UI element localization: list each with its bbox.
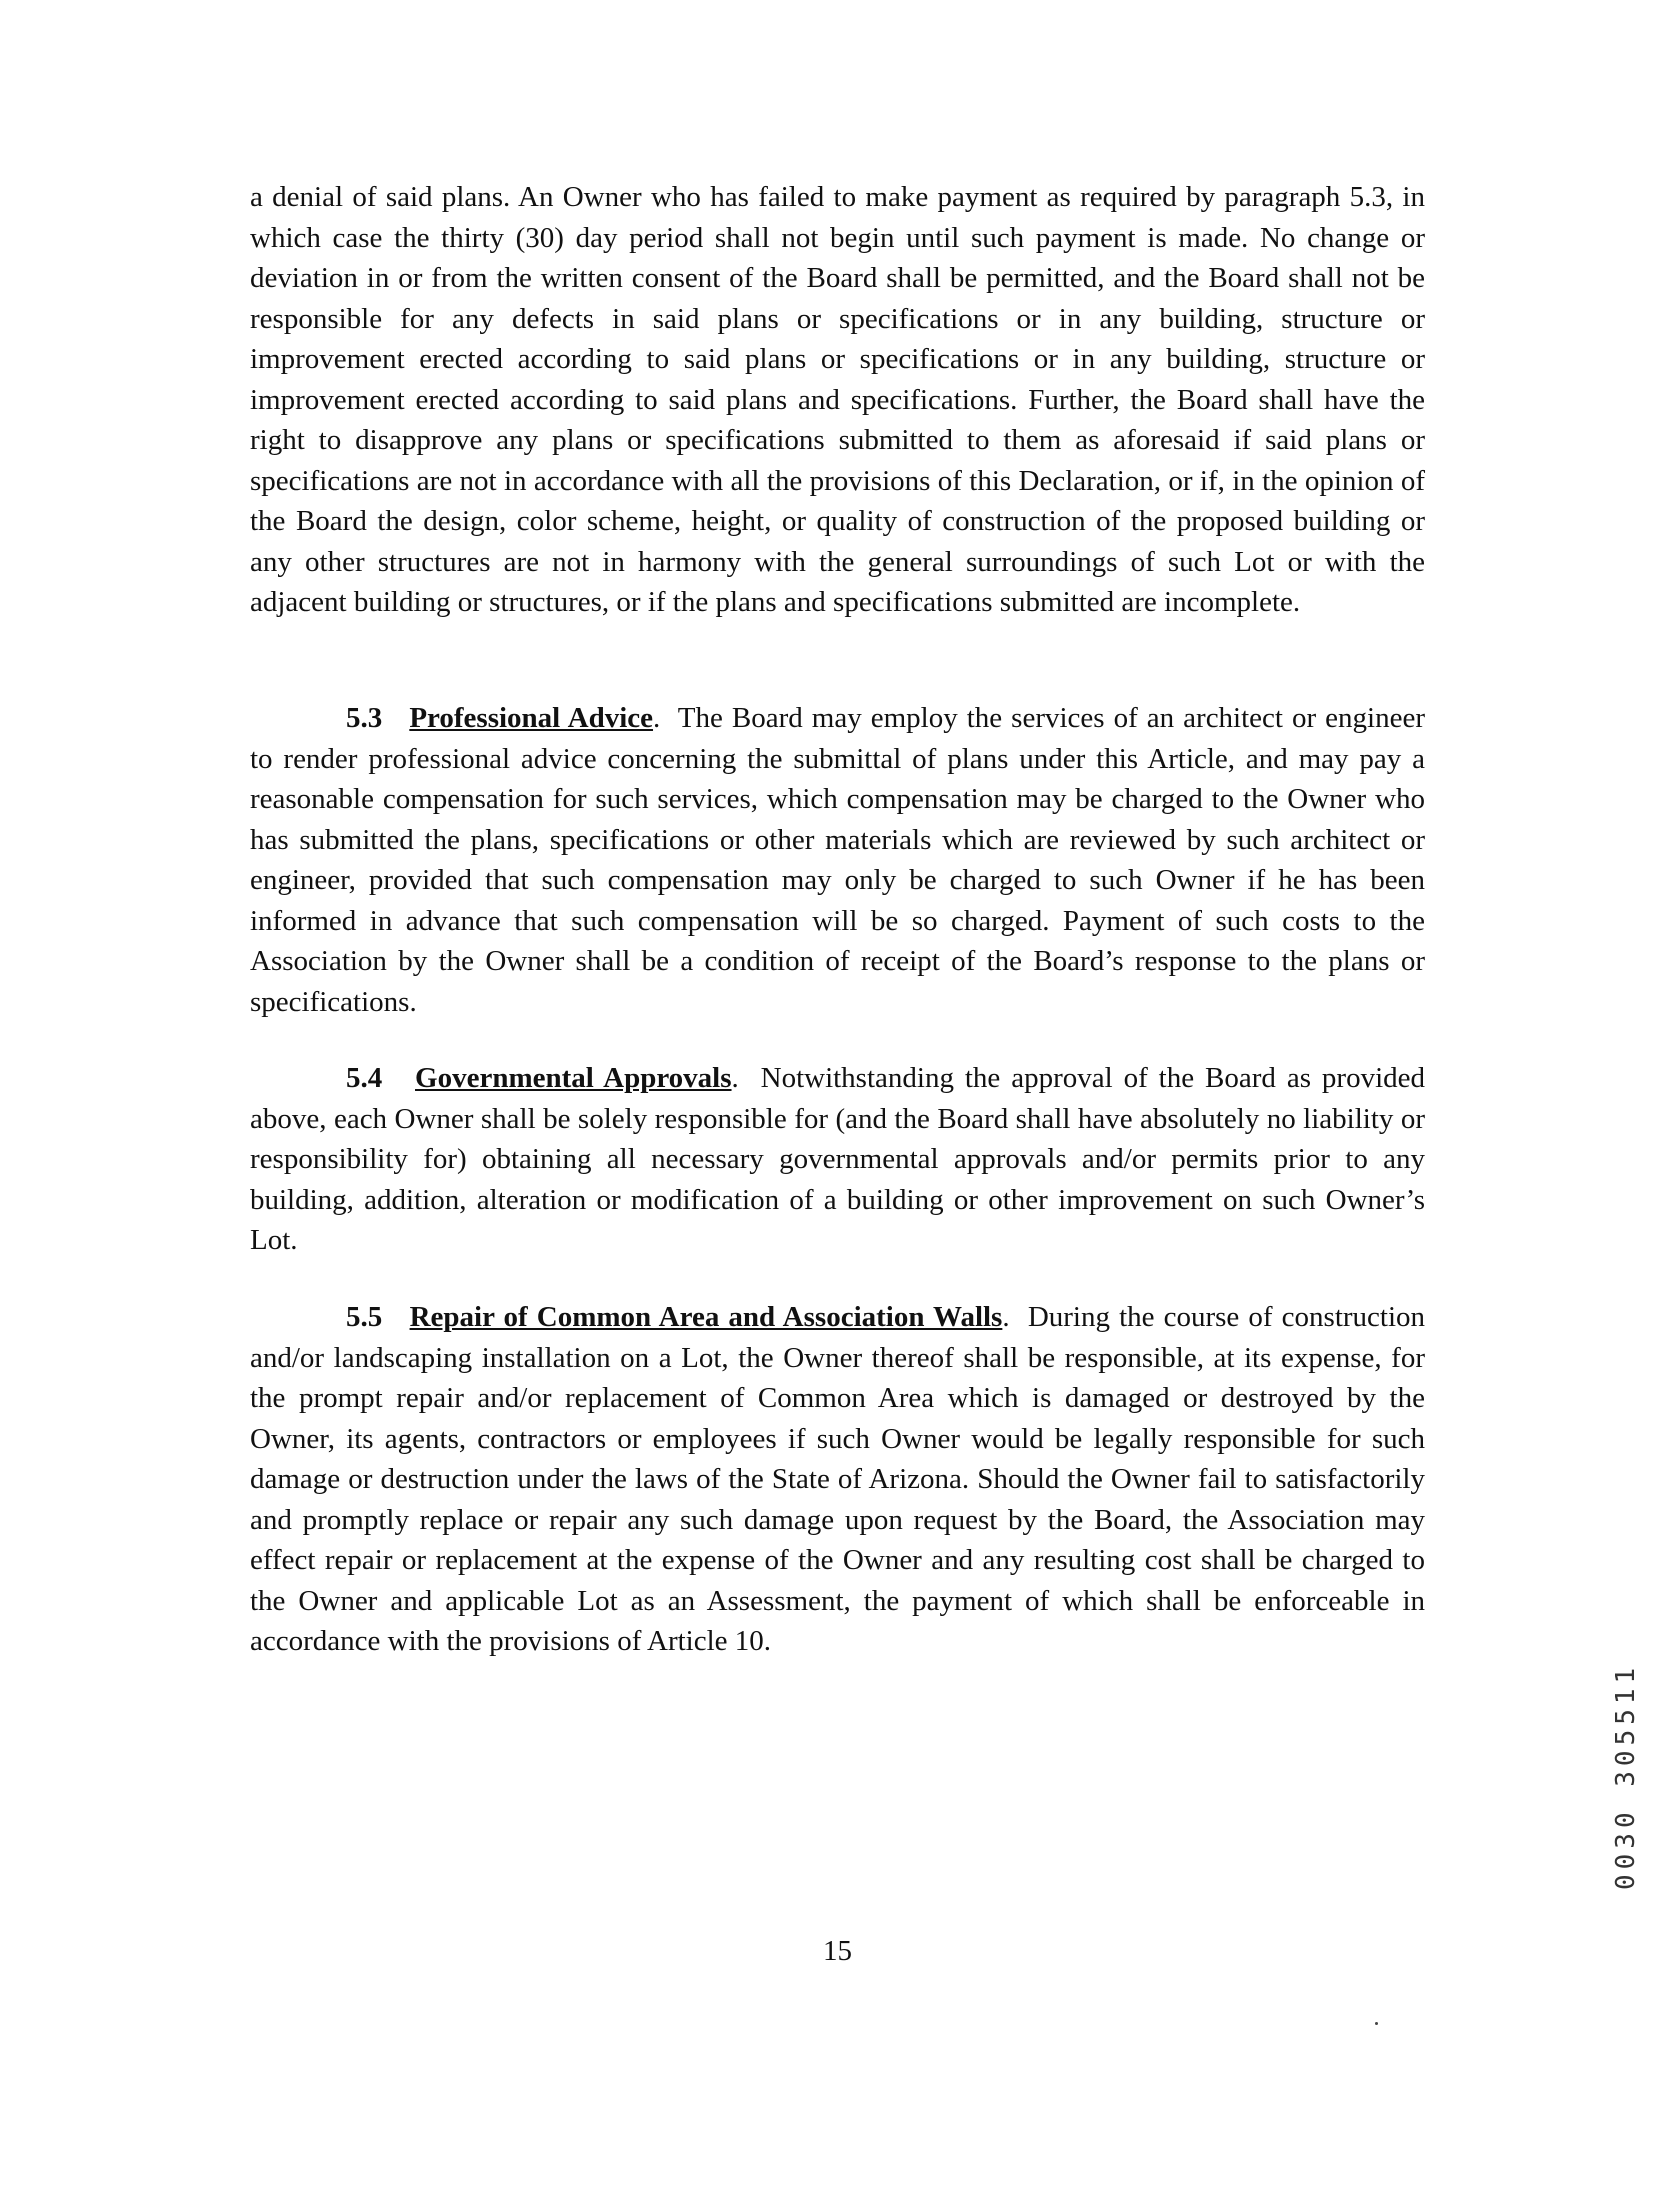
- section-title: Repair of Common Area and Association Walls: [409, 1301, 1003, 1333]
- section-number: 5.3: [346, 702, 383, 734]
- section-body: Notwithstanding the approval of the Board as provided above, each Owner shall be solely responsible for (and the Board shall have absolutely no liability or responsibility for) obtaining all necessary governmental approvals and/or permits prior to any building, addition, alteration or modification of a building or other improvement on such Owner’s Lot.: [250, 1062, 1425, 1256]
- recording-stamp: [1605, 1560, 1641, 1890]
- section-number: 5.5: [346, 1301, 383, 1333]
- page-number: 15: [823, 1935, 852, 1967]
- recording-stamp-number: 0030 305511: [1611, 1662, 1641, 1890]
- section-title: Professional Advice: [409, 702, 654, 734]
- section-5-5: 5.5 Repair of Common Area and Association Walls. During the course of construction and/or landscaping installation on a Lot, the Owner thereof shall be responsible, at its expense, for the prompt repair and/or replacement of Common Area which is damaged or destroyed by the Owner, its agents, contractors or employees if such Owner would be legally responsible for such damage or destruction under the laws of the State of Arizona. Should the Owner fail to satisfactorily and promptly replace or repair any such damage upon request by the Board, the Association may effect repair or replacement at the expense of the Owner and any resulting cost shall be charged to the Owner and applicable Lot as an Assessment, the payment of which shall be enforceable in accordance with the provisions of Article 10.: [250, 1301, 1426, 1657]
- section-body: The Board may employ the services of an architect or engineer to render professional advice concerning the submittal of plans under this Article, and may pay a reasonable compensation for such services, which compensation may be charged to the Owner who has submitted the plans, specifications or other materials which are reviewed by such architect or engineer, provided that such compensation may only be charged to such Owner if he has been informed in advance that such compensation will be so charged. Payment of such costs to the Association by the Owner shall be a condition of receipt of the Board’s response to the plans or specifications.: [250, 702, 1425, 1018]
- section-number: 5.4: [346, 1062, 383, 1094]
- continued-paragraph: a denial of said plans. An Owner who has failed to make payment as required by paragraph 5.3, in which case the thirty (30) day period shall not begin until such payment is made. No change or deviation in or from the written consent of the Board shall be permitted, and the Board shall not be responsible for any defects in said plans or specifications or in any building, structure or improvement erected according to said plans or specifications or in any building, structure or improvement erected according to said plans and specifications. Further, the Board shall have the right to disapprove any plans or specifications submitted to them as aforesaid if said plans or specifications are not in accordance with all the provisions of this Declaration, or if, in the opinion of the Board the design, color scheme, height, or quality of construction of the proposed building or any other structures are not in harmony with the general surroundings of such Lot or with the adjacent building or structures, or if the plans and specifications submitted are incomplete.: [250, 181, 1425, 618]
- section-title: Governmental Approvals: [415, 1062, 732, 1094]
- section-body: During the course of construction and/or landscaping installation on a Lot, the Owner thereof shall be responsible, at its expense, for the prompt repair and/or replacement of Common Area which is damaged or destroyed by the Owner, its agents, contractors or employees if such Owner would be legally responsible for such damage or destruction under the laws of the State of Arizona. Should the Owner fail to satisfactorily and promptly replace or repair any such damage upon request by the Board, the Association may effect repair or replacement at the expense of the Owner and any resulting cost shall be charged to the Owner and applicable Lot as an Assessment, the payment of which shall be enforceable in accordance with the provisions of Article 10.: [250, 1301, 1426, 1657]
- scan-speck: [1375, 2022, 1378, 2025]
- section-5-4: 5.4 Governmental Approvals. Notwithstanding the approval of the Board as provided above, each Owner shall be solely responsible for (and the Board shall have absolutely no liability or responsibility for) obtaining all necessary governmental approvals and/or permits prior to any building, addition, alteration or modification of a building or other improvement on such Owner’s Lot.: [250, 1062, 1425, 1256]
- section-5-3: 5.3 Professional Advice. The Board may employ the services of an architect or engineer to render professional advice concerning the submittal of plans under this Article, and may pay a reasonable compensation for such services, which compensation may be charged to the Owner who has submitted the plans, specifications or other materials which are reviewed by such architect or engineer, provided that such compensation may only be charged to such Owner if he has been informed in advance that such compensation will be so charged. Payment of such costs to the Association by the Owner shall be a condition of receipt of the Board’s response to the plans or specifications.: [250, 702, 1425, 1018]
